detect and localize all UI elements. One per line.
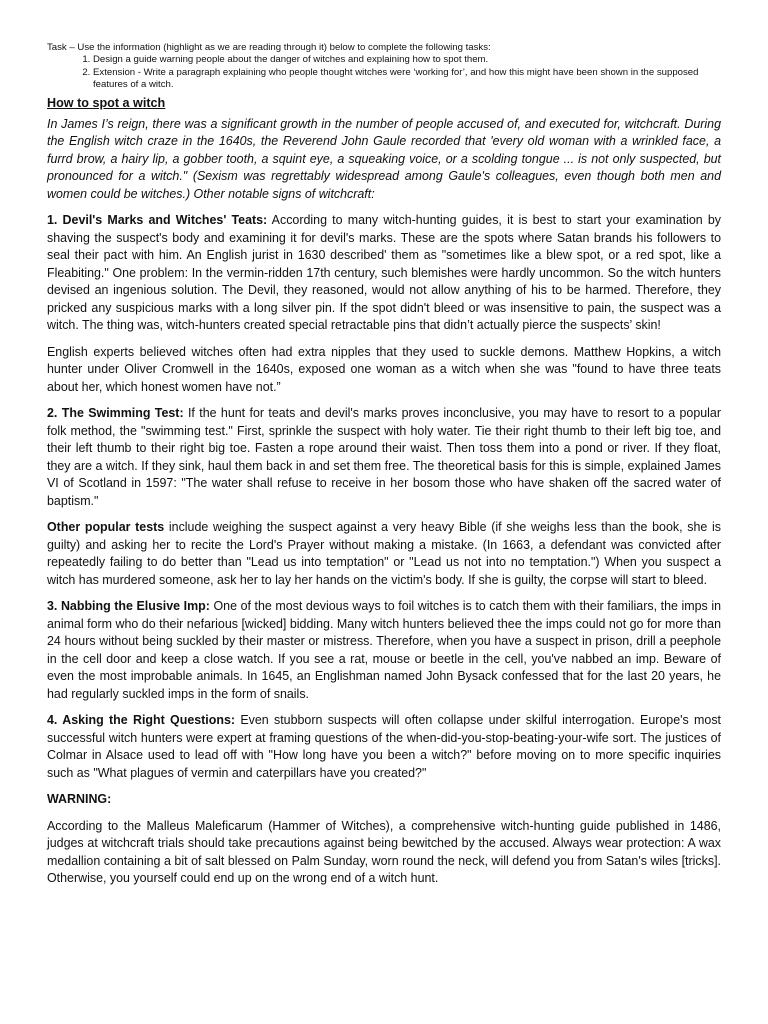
intro-paragraph: In James I’s reign, there was a significant growth in the number of people accused of, and executed for, witchcraft. During the English witch craze in the 1640s, the Reverend John Gaule recorded that 'every old woman with a wrinkled face, a furrd brow, a hairy lip, a gobber tooth, a squint eye, a squeaking voice, or a scolding tongue ... is not only suspected, but pronounced for a witch." (Sexism was regrettably widespread among Gaule's colleagues, even though both men and women could be witches.) Other notable signs of witchcraft: xyxy=(47,116,721,201)
article-body xyxy=(47,116,721,888)
task-intro: Task – Use the information (highlight as we are reading through it) below to complete the following tasks: xyxy=(47,42,491,53)
imp-title: 3. Nabbing the Elusive Imp: xyxy=(47,599,210,614)
questions-title: 4. Asking the Right Questions: xyxy=(47,713,236,728)
warning-heading: WARNING: xyxy=(47,792,112,807)
task-list xyxy=(47,54,721,91)
devils-marks-title: 1. Devil's Marks and Witches' Teats: xyxy=(47,213,268,228)
swimming-test-title: 2. The Swimming Test: xyxy=(47,406,184,421)
document-page xyxy=(47,42,721,897)
questions-paragraph xyxy=(47,712,721,782)
page-title: How to spot a witch xyxy=(47,95,166,110)
teats-paragraph: English experts believed witches often had extra nipples that they used to suckle demons. Matthew Hopkins, a witch hunter under Oliver Cromwell in the 1640s, exposed one woman as a witch when she was "found to have three teats about her, which honest women have not.” xyxy=(47,344,721,394)
imp-paragraph xyxy=(47,598,721,703)
task-item-1: 1. Design a guide warning people about the danger of witches and explaining how to spot them. xyxy=(93,54,721,66)
devils-marks-text: According to many witch-hunting guides, it is best to start your examination by shaving the suspect's body and examining it for devil's marks. These are the spots where Satan brands his followers to seal their pact with him. An English jurist in 1630 described' them as "sometimes like a blew spot, or a red spot, like a Fleabiting." One problem: In the vermin-ridden 17th century, such blemishes were hardly uncommon. So the witch hunters devised an ingenious solution. The Devil, they reasoned, would not allow anything of his to be harmed. Therefore, they pricked any suspicious marks with a long silver pin. If the spot didn't bleed or was insensitive to pain, the suspect was a witch. The thing was, witch-hunters created special retractable pins that didn’t actually pierce the suspects’ skin! xyxy=(47,213,721,333)
devils-marks-paragraph xyxy=(47,212,721,335)
imp-text: One of the most devious ways to foil witches is to catch them with their familiars, the imps in animal form who do their nefarious [wicked] bidding. Many witch hunters believed thee the imps could not go for more than 24 hours without being suckled by their master or mistress. Therefore, when you have a suspect in prison, drill a peephole in the cell door and keep a close watch. If you see a rat, mouse or beetle in the cell, you've nabbed an imp. Beware of even the most improbable animals. In 1645, an Englishman named John Bysack confessed that for the last 20 years, he had regularly suckled imps in the form of snails. xyxy=(47,599,722,701)
task-instructions xyxy=(47,42,721,92)
questions-text: Even stubborn suspects will often collapse under skilful interrogation. Europe's most successful witch hunters were expert at framing questions of the when-did-you-stop-beating-your-wife sort. The justices of Colmar in Alsace used to lead off with "How long have you been a witch?" before moving on to more specific inquiries such as "What plagues of vermin and caterpillars have you created?" xyxy=(47,713,721,780)
swimming-test-text: If the hunt for teats and devil's marks proves inconclusive, you may have to resort to a popular folk method, the "swimming test." First, sprinkle the suspect with holy water. Tie their right thumb to their left big toe, and their left thumb to their right big toe. Fasten a rope around their waist. Then toss them into a pond or river. If they float, they are a witch. If they sink, haul them back in and set them free. The theoretical basis for this is simple, explained James VI of Scotland in 1597: "The water shall refuse to receive in her bosom those who have shaken off the sacred water of baptism." xyxy=(47,406,721,508)
other-tests-text: include weighing the suspect against a very heavy Bible (if she weighs less than the book, she is guilty) and asking her to recite the Lord's Prayer without making a mistake. (In 1663, a defendant was convicted after repeatedly failing to do better than "Lead us into temptation" or "Lead us not into no temptation.") When you suspect a witch has murdered someone, ask her to lay her hands on the victim's body. If she is guilty, the corpse will start to bleed. xyxy=(47,520,721,587)
other-tests-paragraph xyxy=(47,519,721,589)
other-tests-title: Other popular tests xyxy=(47,520,165,535)
swimming-test-paragraph xyxy=(47,405,721,510)
warning-paragraph: According to the Malleus Maleficarum (Hammer of Witches), a comprehensive witch-hunting guide published in 1486, judges at witchcraft trials should take precautions against being bewitched by the accused. Always wear protection: A wax medallion containing a bit of salt blessed on Palm Sunday, worn round the neck, will defend you from Satan's wiles [tricks]. Otherwise, you yourself could end up on the wrong end of a witch hunt. xyxy=(47,818,721,886)
task-item-2: 2. Extension - Write a paragraph explaining who people thought witches were ‘working for’, and how this might have been shown in the supposed features of a witch. xyxy=(93,67,721,92)
